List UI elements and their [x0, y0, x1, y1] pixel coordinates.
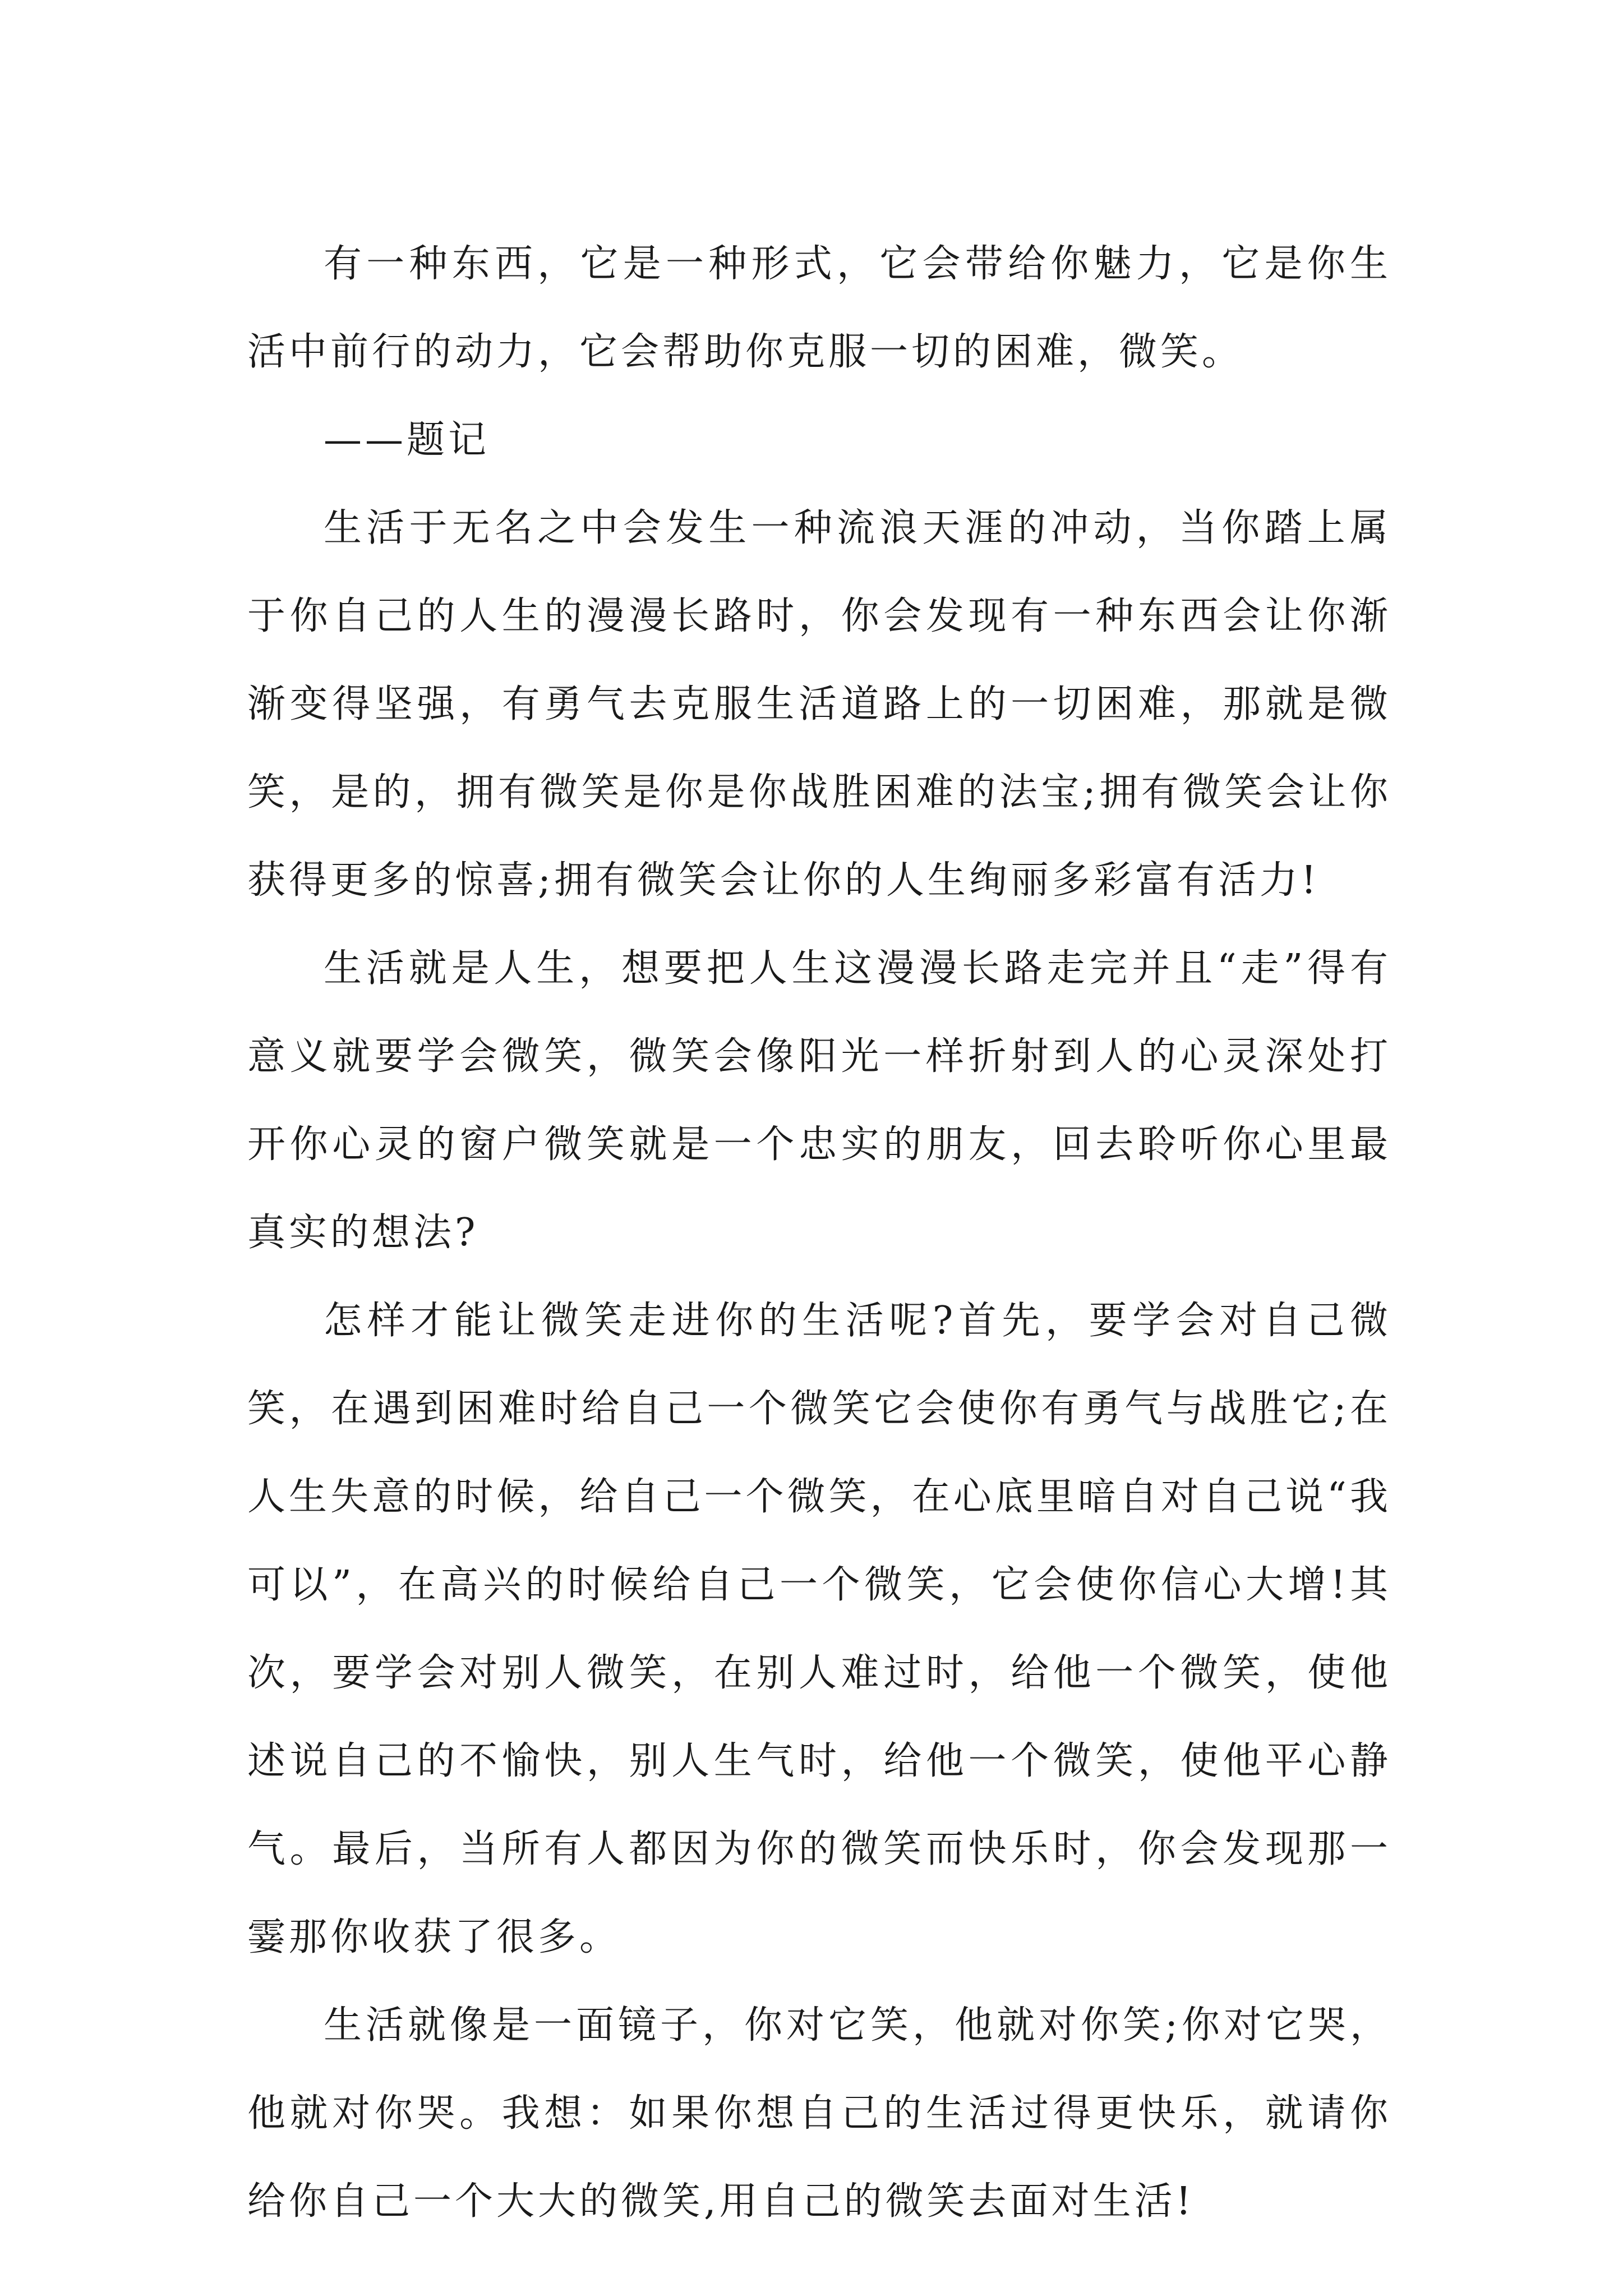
- paragraph-epigraph-attribution: ——题记: [324, 418, 490, 462]
- paragraph-body-1: 生活于无名之中会发生一种流浪天涯的冲动，当你踏上属于你自己的人生的漫漫长路时，你会发现有一种东西会让你渐渐变得坚强，有勇气去克服生活道路上的一切困难，那就是微笑，是的，拥有微笑是你是你战胜困难的法宝;拥有微笑会让你获得更多的惊喜;拥有微笑会让你的人生绚丽多彩富有活力!: [247, 506, 1391, 903]
- paragraph-body-2: 生活就是人生，想要把人生这漫漫长路走完并且“走”得有意义就要学会微笑，微笑会像阳光一样折射到人的心灵深处打开你心灵的窗户微笑就是一个忠实的朋友，回去聆听你心里最真实的想法?: [247, 946, 1391, 1255]
- document-body: [247, 220, 1391, 2246]
- paragraph-body-4: 生活就像是一面镜子，你对它笑，他就对你笑;你对它哭，他就对你哭。我想：如果你想自己的生活过得更快乐，就请你给你自己一个大大的微笑,用自己的微笑去面对生活!: [247, 2003, 1391, 2224]
- paragraph-intro: 有一种东西，它是一种形式，它会带给你魅力，它是你生活中前行的动力，它会帮助你克服一切的困难，微笑。: [247, 242, 1391, 374]
- paragraph-body-3: 怎样才能让微笑走进你的生活呢?首先，要学会对自己微笑，在遇到困难时给自己一个微笑它会使你有勇气与战胜它;在人生失意的时候，给自己一个微笑，在心底里暗自对自己说“我可以”，在高兴的时候给自己一个微笑，它会使你信心大增!其次，要学会对别人微笑，在别人难过时，给他一个微笑，使他述说自己的不愉快，别人生气时，给他一个微笑，使他平心静气。最后，当所有人都因为你的微笑而快乐时，你会发现那一霎那你收获了很多。: [247, 1299, 1391, 1959]
